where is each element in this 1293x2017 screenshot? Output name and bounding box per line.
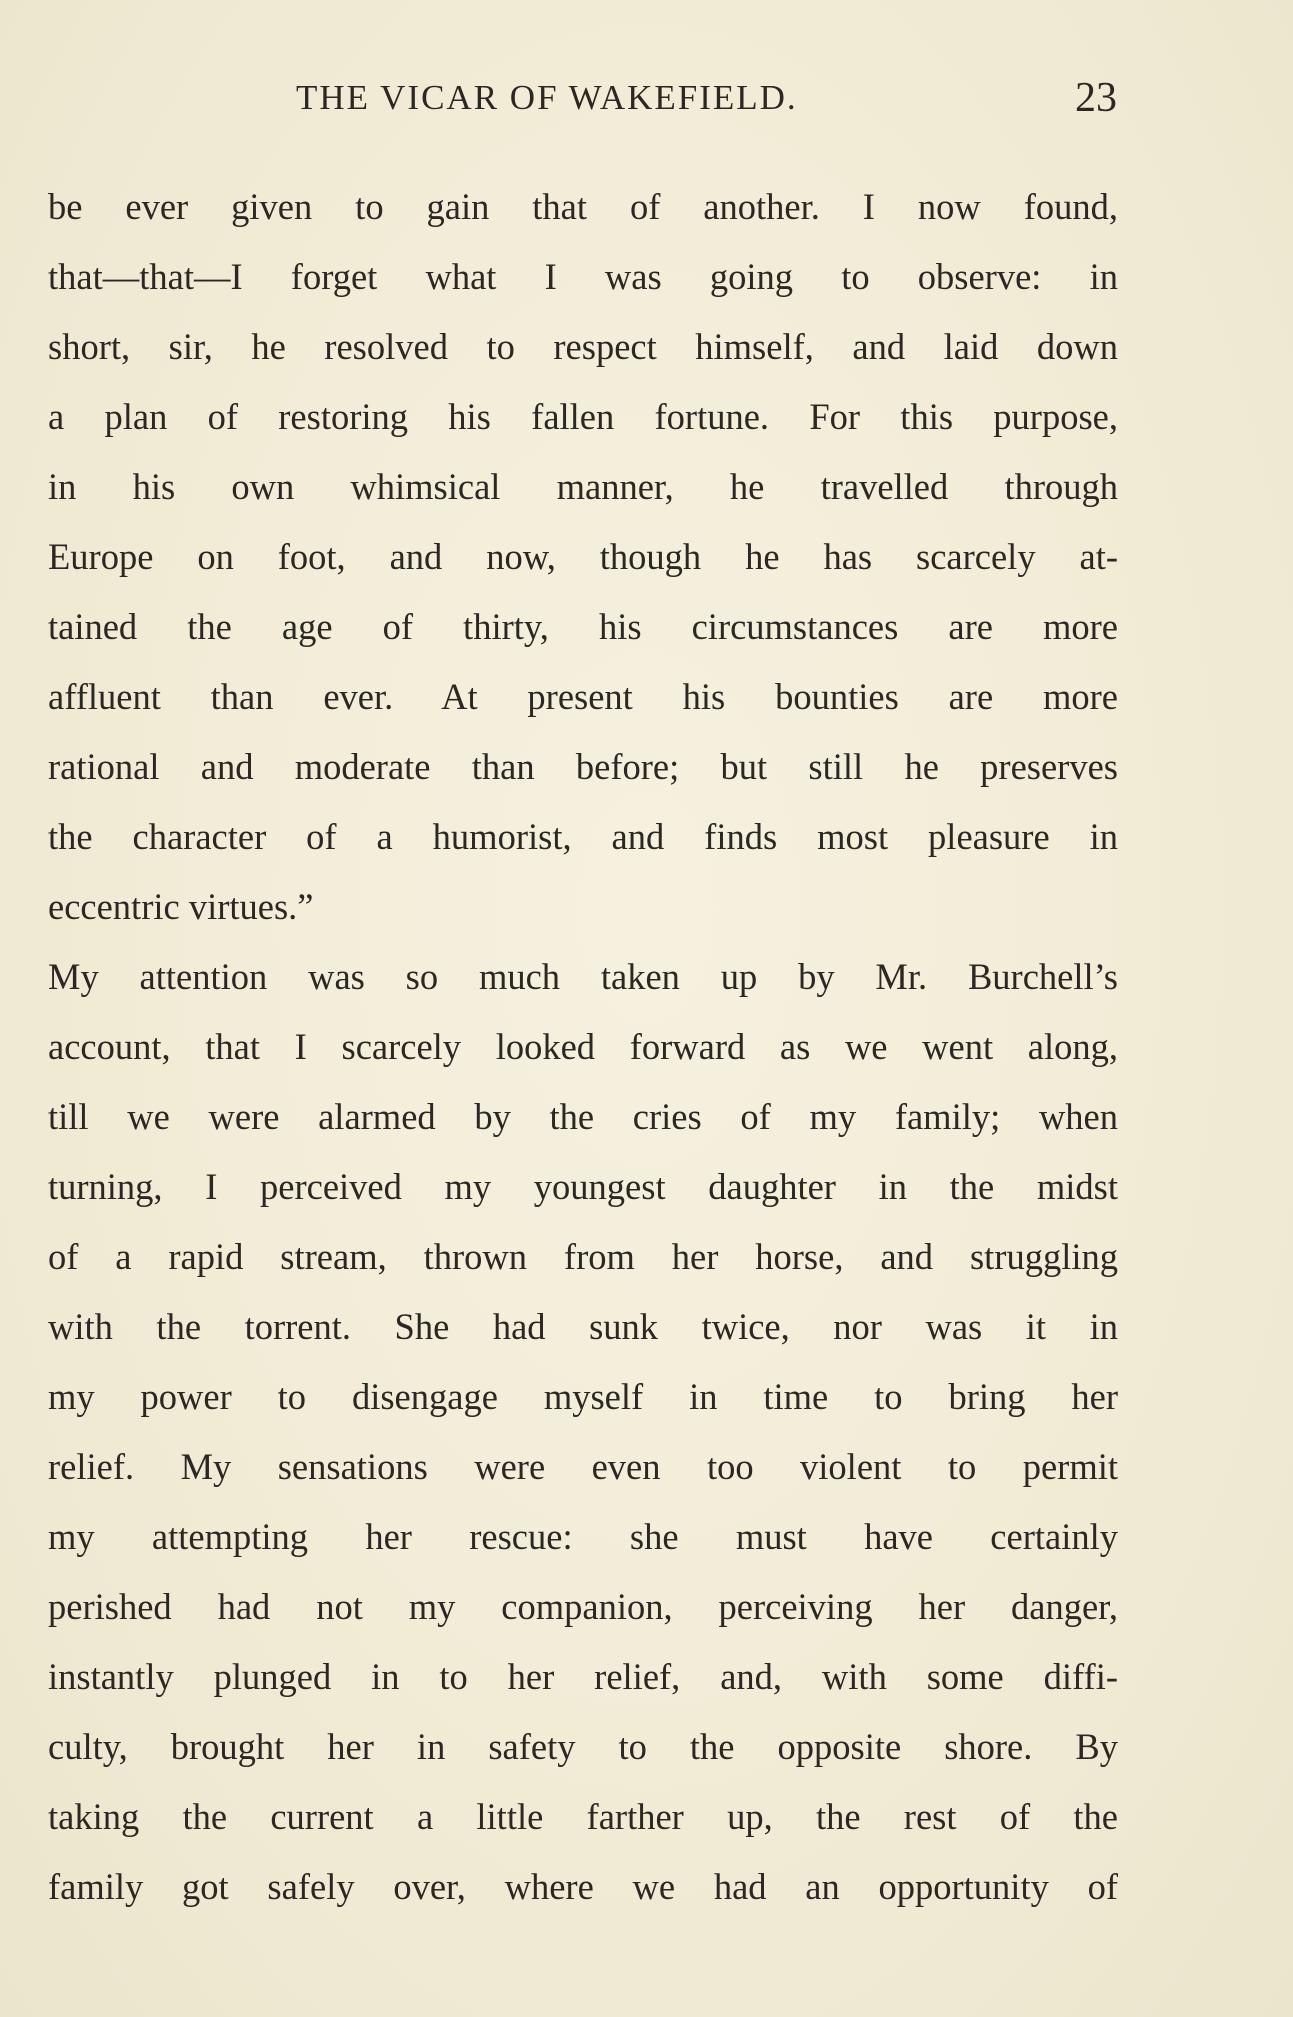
- body-text: [48, 172, 1118, 1922]
- text-line: relief. My sensations were even too violent to permit: [48, 1446, 1118, 1487]
- running-title: THE VICAR OF WAKEFIELD.: [296, 78, 798, 117]
- text-line: till we were alarmed by the cries of my family; when: [48, 1096, 1118, 1137]
- text-line: perished had not my companion, perceiving her danger,: [48, 1586, 1118, 1627]
- text-line: of a rapid stream, thrown from her horse, and struggling: [48, 1236, 1118, 1277]
- text-line: that—that—I forget what I was going to observe: in: [48, 256, 1118, 297]
- text-line: culty, brought her in safety to the opposite shore. By: [48, 1726, 1118, 1767]
- page-number: 23: [1075, 75, 1117, 121]
- text-line: my power to disengage myself in time to bring her: [48, 1376, 1118, 1417]
- text-line: My attention was so much taken up by Mr. Burchell’s: [48, 956, 1118, 997]
- text-line: affluent than ever. At present his bounties are more: [48, 676, 1118, 717]
- text-line: family got safely over, where we had an opportunity of: [48, 1866, 1118, 1907]
- text-line: instantly plunged in to her relief, and, with some diffi-: [48, 1656, 1118, 1697]
- text-line: account, that I scarcely looked forward as we went along,: [48, 1026, 1118, 1067]
- text-line: the character of a humorist, and finds most pleasure in: [48, 816, 1118, 857]
- text-line: short, sir, he resolved to respect himself, and laid down: [48, 326, 1118, 367]
- text-line: a plan of restoring his fallen fortune. For this purpose,: [48, 396, 1118, 437]
- text-line: with the torrent. She had sunk twice, nor was it in: [48, 1306, 1118, 1347]
- text-line: tained the age of thirty, his circumstances are more: [48, 606, 1118, 647]
- text-line: taking the current a little farther up, the rest of the: [48, 1796, 1118, 1837]
- text-line: turning, I perceived my youngest daughter in the midst: [48, 1166, 1118, 1207]
- text-line: rational and moderate than before; but still he preserves: [48, 746, 1118, 787]
- text-line: eccentric virtues.”: [48, 886, 314, 927]
- text-line: be ever given to gain that of another. I now found,: [48, 186, 1118, 227]
- running-head: [0, 75, 1293, 128]
- text-line: in his own whimsical manner, he travelled through: [48, 466, 1118, 507]
- text-line: my attempting her rescue: she must have certainly: [48, 1516, 1118, 1557]
- text-line: Europe on foot, and now, though he has scarcely at-: [48, 536, 1118, 577]
